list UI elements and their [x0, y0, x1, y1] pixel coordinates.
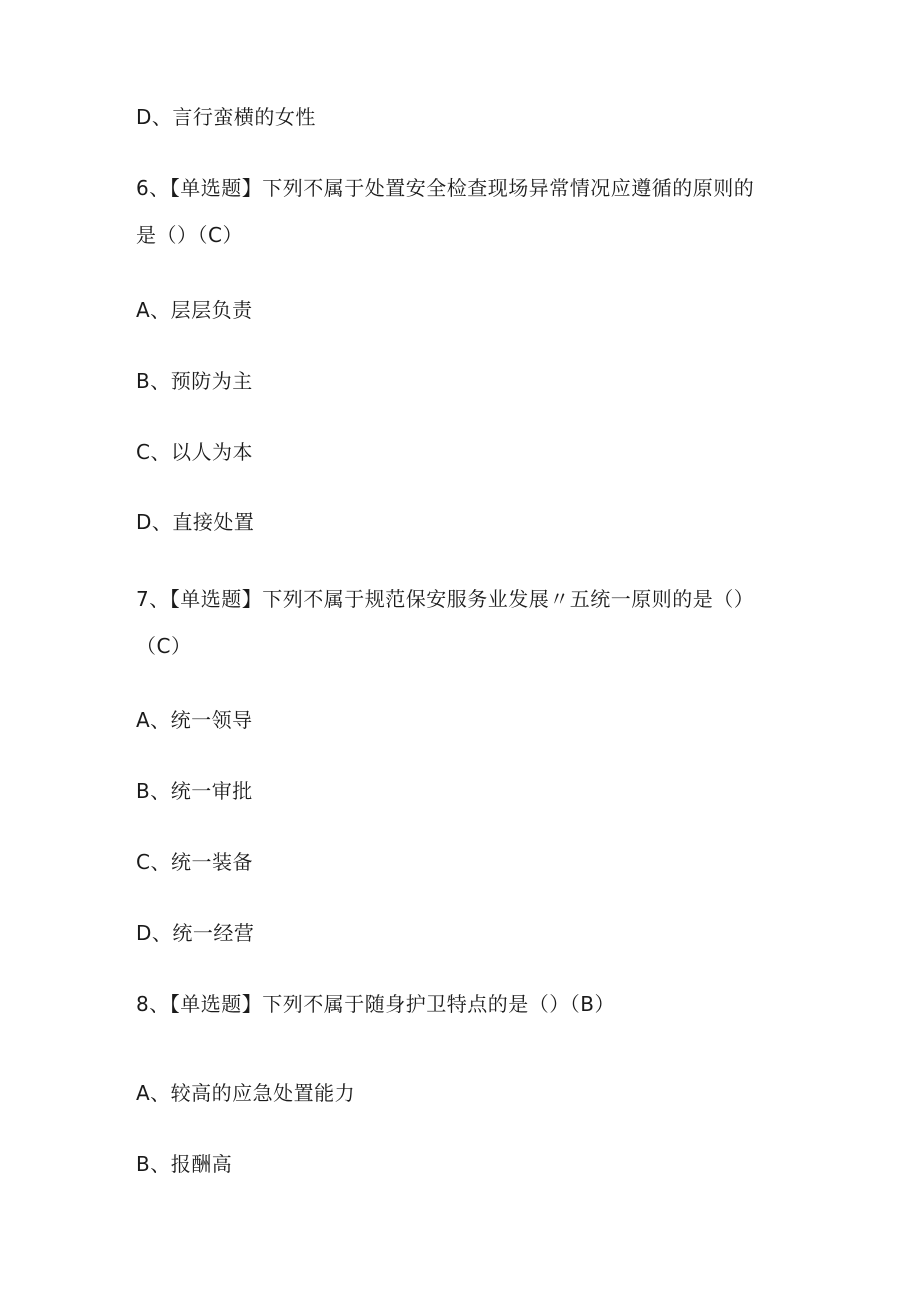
- q5-option-d: D、言行蛮横的女性: [136, 105, 316, 129]
- q7-option-c: C、统一装备: [136, 850, 253, 874]
- q7-option-b: B、统一审批: [136, 779, 253, 803]
- q7-question-line-2: （C）: [136, 634, 192, 658]
- q7-option-a: A、统一领导: [136, 708, 253, 732]
- q7-question-line-1: 7、【单选题】下列不属于规范保安服务业发展〃五统一原则的是（）: [136, 587, 755, 611]
- q6-option-a: A、层层负责: [136, 298, 253, 322]
- q6-option-b: B、预防为主: [136, 369, 253, 393]
- q6-option-d: D、直接处置: [136, 510, 255, 534]
- q8-question-line-1: 8、【单选题】下列不属于随身护卫特点的是（）（B）: [136, 992, 615, 1016]
- q6-option-c: C、以人为本: [136, 440, 253, 464]
- q7-option-d: D、统一经营: [136, 921, 255, 945]
- q8-option-b: B、报酬高: [136, 1152, 233, 1176]
- q6-question-line-1: 6、【单选题】下列不属于处置安全检查现场异常情况应遵循的原则的: [136, 176, 755, 200]
- q6-question-line-2: 是（）（C）: [136, 223, 243, 247]
- q8-option-a: A、较高的应急处置能力: [136, 1081, 356, 1105]
